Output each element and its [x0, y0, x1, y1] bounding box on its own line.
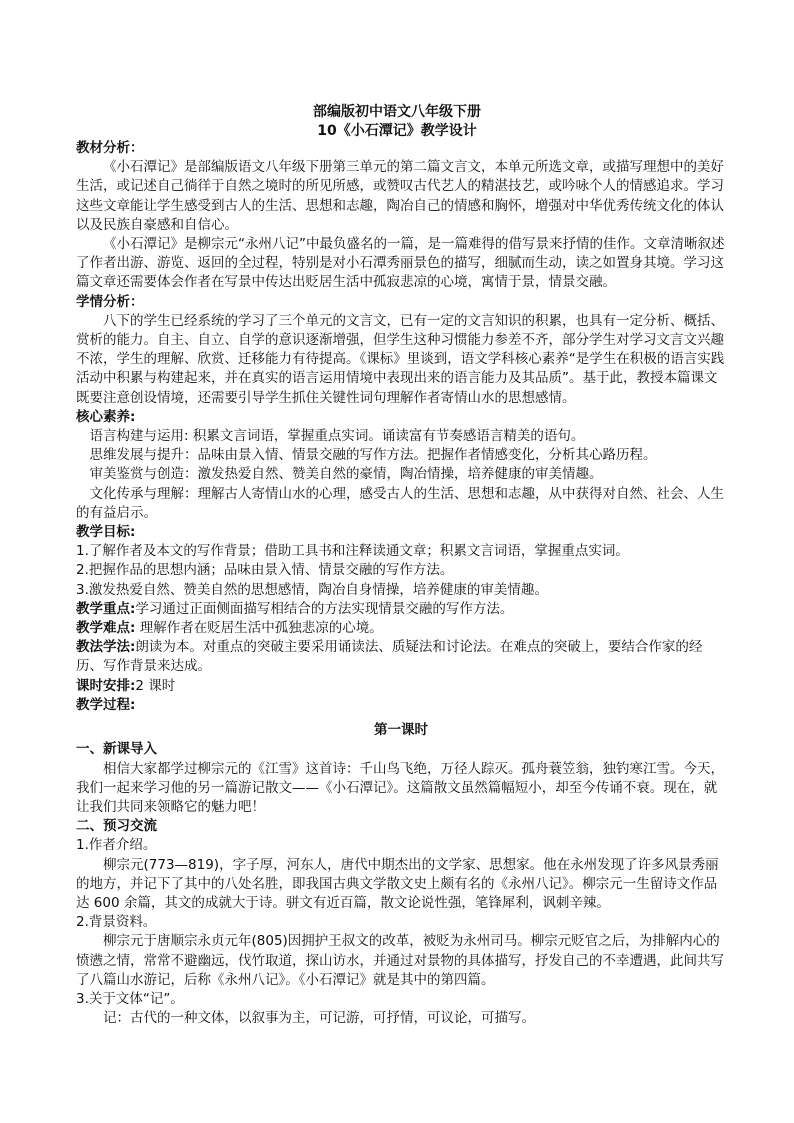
subsection-heading: 一、新课导入 [76, 741, 157, 758]
doc-title-line2: 10《小石潭记》教学设计 [317, 123, 477, 139]
paragraph: 记：古代的一种文体，以叙事为主，可记游，可抒情，可议论，可描写。 [103, 1010, 535, 1027]
keshi-label: 课时安排: [76, 677, 136, 694]
section-heading-mubiao: 教学目标: [76, 524, 136, 541]
section-heading-xueqing: 学情分析： [76, 293, 144, 310]
section-heading-suyang: 核心素养: [76, 408, 136, 425]
numbered-item: 2.背景资料。 [76, 914, 157, 931]
jiaofa-line [76, 638, 726, 676]
subsection-heading: 二、预习交流 [76, 818, 157, 835]
lesson-heading: 第一课时 [374, 722, 428, 739]
list-item: 审美鉴赏与创造：激发热爱自然、赞美自然的豪情，陶冶情操，培养健康的审美情趣。 [89, 466, 603, 483]
list-item: 思维发展与提升：品味由景入情、情景交融的写作方法。把握作者情感变化，分析其心路历程。 [89, 447, 657, 464]
zhongdian-text: 学习通过正面侧面描写相结合的方法实现情景交融的写作方法。 [135, 600, 514, 617]
zhongdian-line [76, 600, 726, 619]
paragraph: 《小石潭记》是部编版语文八年级下册第三单元的第二篇文言文，本单元所选文章，或描写理想中的美好生活，或记述自己徜徉于自然之境时的所见所感，或赞叹古代艺人的精湛技艺，或吟咏个人的情感追求。学习这些文章能让学生感受到古人的生活、思想和志趣，陶冶自己的情感和胸怀，增强对中华优秀传统文化的体认以及民族自豪感和自信心。 [76, 159, 724, 233]
numbered-item: 3.关于文体“记”。 [76, 990, 184, 1007]
list-item: 文化传承与理解：理解古人寄情山水的心理，感受古人的生活、思想和志趣，从中获得对自然、社会、人生的有益启示。 [76, 485, 724, 521]
document-body [76, 139, 726, 1028]
nandian-text: 理解作者在贬居生活中孤独悲凉的心境。 [135, 620, 383, 637]
paragraph: 柳宗元于唐顺宗永贞元年(805)因拥护王叔文的改革，被贬为永州司马。柳宗元贬官之后，为排解内心的愤懑之情，常常不避幽远，伐竹取道，探山访水，并通过对景物的具体描写，抒发自己的不幸遭遇，此间共写了八篇山水游记，后称《永州八记》。《小石潭记》就是其中的第四篇。 [76, 933, 724, 988]
nandian-line [76, 619, 726, 638]
list-item: 2.把握作品的思想内涵；品味由景入情、情景交融的写作方法。 [76, 562, 454, 579]
paragraph: 相信大家都学过柳宗元的《江雪》这首诗：千山鸟飞绝，万径人踪灭。孤舟蓑笠翁，独钓寒江雪。今天，我们一起来学习他的另一篇游记散文——《小石潭记》。这篇散文虽然篇幅短小，却至今传诵不衰。现在，就让我们共同来领略它的魅力吧！ [76, 760, 724, 815]
paragraph: 柳宗元(773—819)，字子厚，河东人，唐代中期杰出的文学家、思想家。他在永州发现了许多风景秀丽的地方，并记下了其中的八处名胜，即我国古典文学散文史上颇有名的《永州八记》。柳宗元一生留诗文作品达 600 余篇，其文的成就大于诗。骈文有近百篇，散文论说性强，笔锋犀利，讽刺辛辣。 [76, 856, 719, 911]
keshi-line [76, 677, 726, 696]
keshi-text: 2 课时 [135, 677, 176, 694]
jiaofa-label: 教法学法: [76, 639, 136, 656]
zhongdian-label: 教学重点: [76, 600, 136, 617]
section-heading-guocheng: 教学过程: [76, 696, 136, 713]
section-heading-jiaocai: 教材分析： [76, 140, 144, 156]
paragraph: 八下的学生已经系统的学习了三个单元的文言文，已有一定的文言知识的积累，也具有一定分析、概括、赏析的能力。自主、自立、自学的意识逐渐增强，但学生这种习惯能力参差不齐，部分学生对学习文言文兴趣不浓，学生的理解、欣赏、迁移能力有待提高。《课标》里谈到，语文学科核心素养“是学生在积极的语言实践活动中积累与构建起来，并在真实的语言运用情境中表现出来的语言能力及其品质”。基于此，教授本篇课文既要注意创设情境，还需要引导学生抓住关键性词句理解作者寄情山水的思想感情。 [76, 312, 725, 406]
list-item: 1.了解作者及本文的写作背景；借助工具书和注释读通文章；积累文言词语，掌握重点实词。 [76, 543, 629, 560]
list-item: 3.激发热爱自然、赞美自然的思想感情，陶冶自身情操，培养健康的审美情趣。 [76, 581, 548, 598]
jiaofa-text: 朗读为本。对重点的突破主要采用诵读法、质疑法和讨论法。在难点的突破上，要结合作家的经历、写作背景来达成。 [76, 639, 703, 675]
doc-title-line1: 部编版初中语文八年级下册 [313, 104, 481, 120]
list-item: 语言构建与运用: 积累文言词语，掌握重点实词。诵读富有节奏感语言精美的语句。 [89, 428, 585, 445]
paragraph: 《小石潭记》是柳宗元“永州八记”中最负盛名的一篇，是一篇难得的借写景来抒情的佳作。文章清晰叙述了作者出游、游览、返回的全过程，特别是对小石潭秀丽景色的描写，细腻而生动，读之如置身其境。学习这篇文章还需要体会作者在写景中传达出贬居生活中孤寂悲凉的心境，寓情于景，情景交融。 [76, 236, 725, 291]
nandian-label: 教学难点: [76, 620, 136, 637]
numbered-item: 1.作者介绍。 [76, 837, 157, 854]
